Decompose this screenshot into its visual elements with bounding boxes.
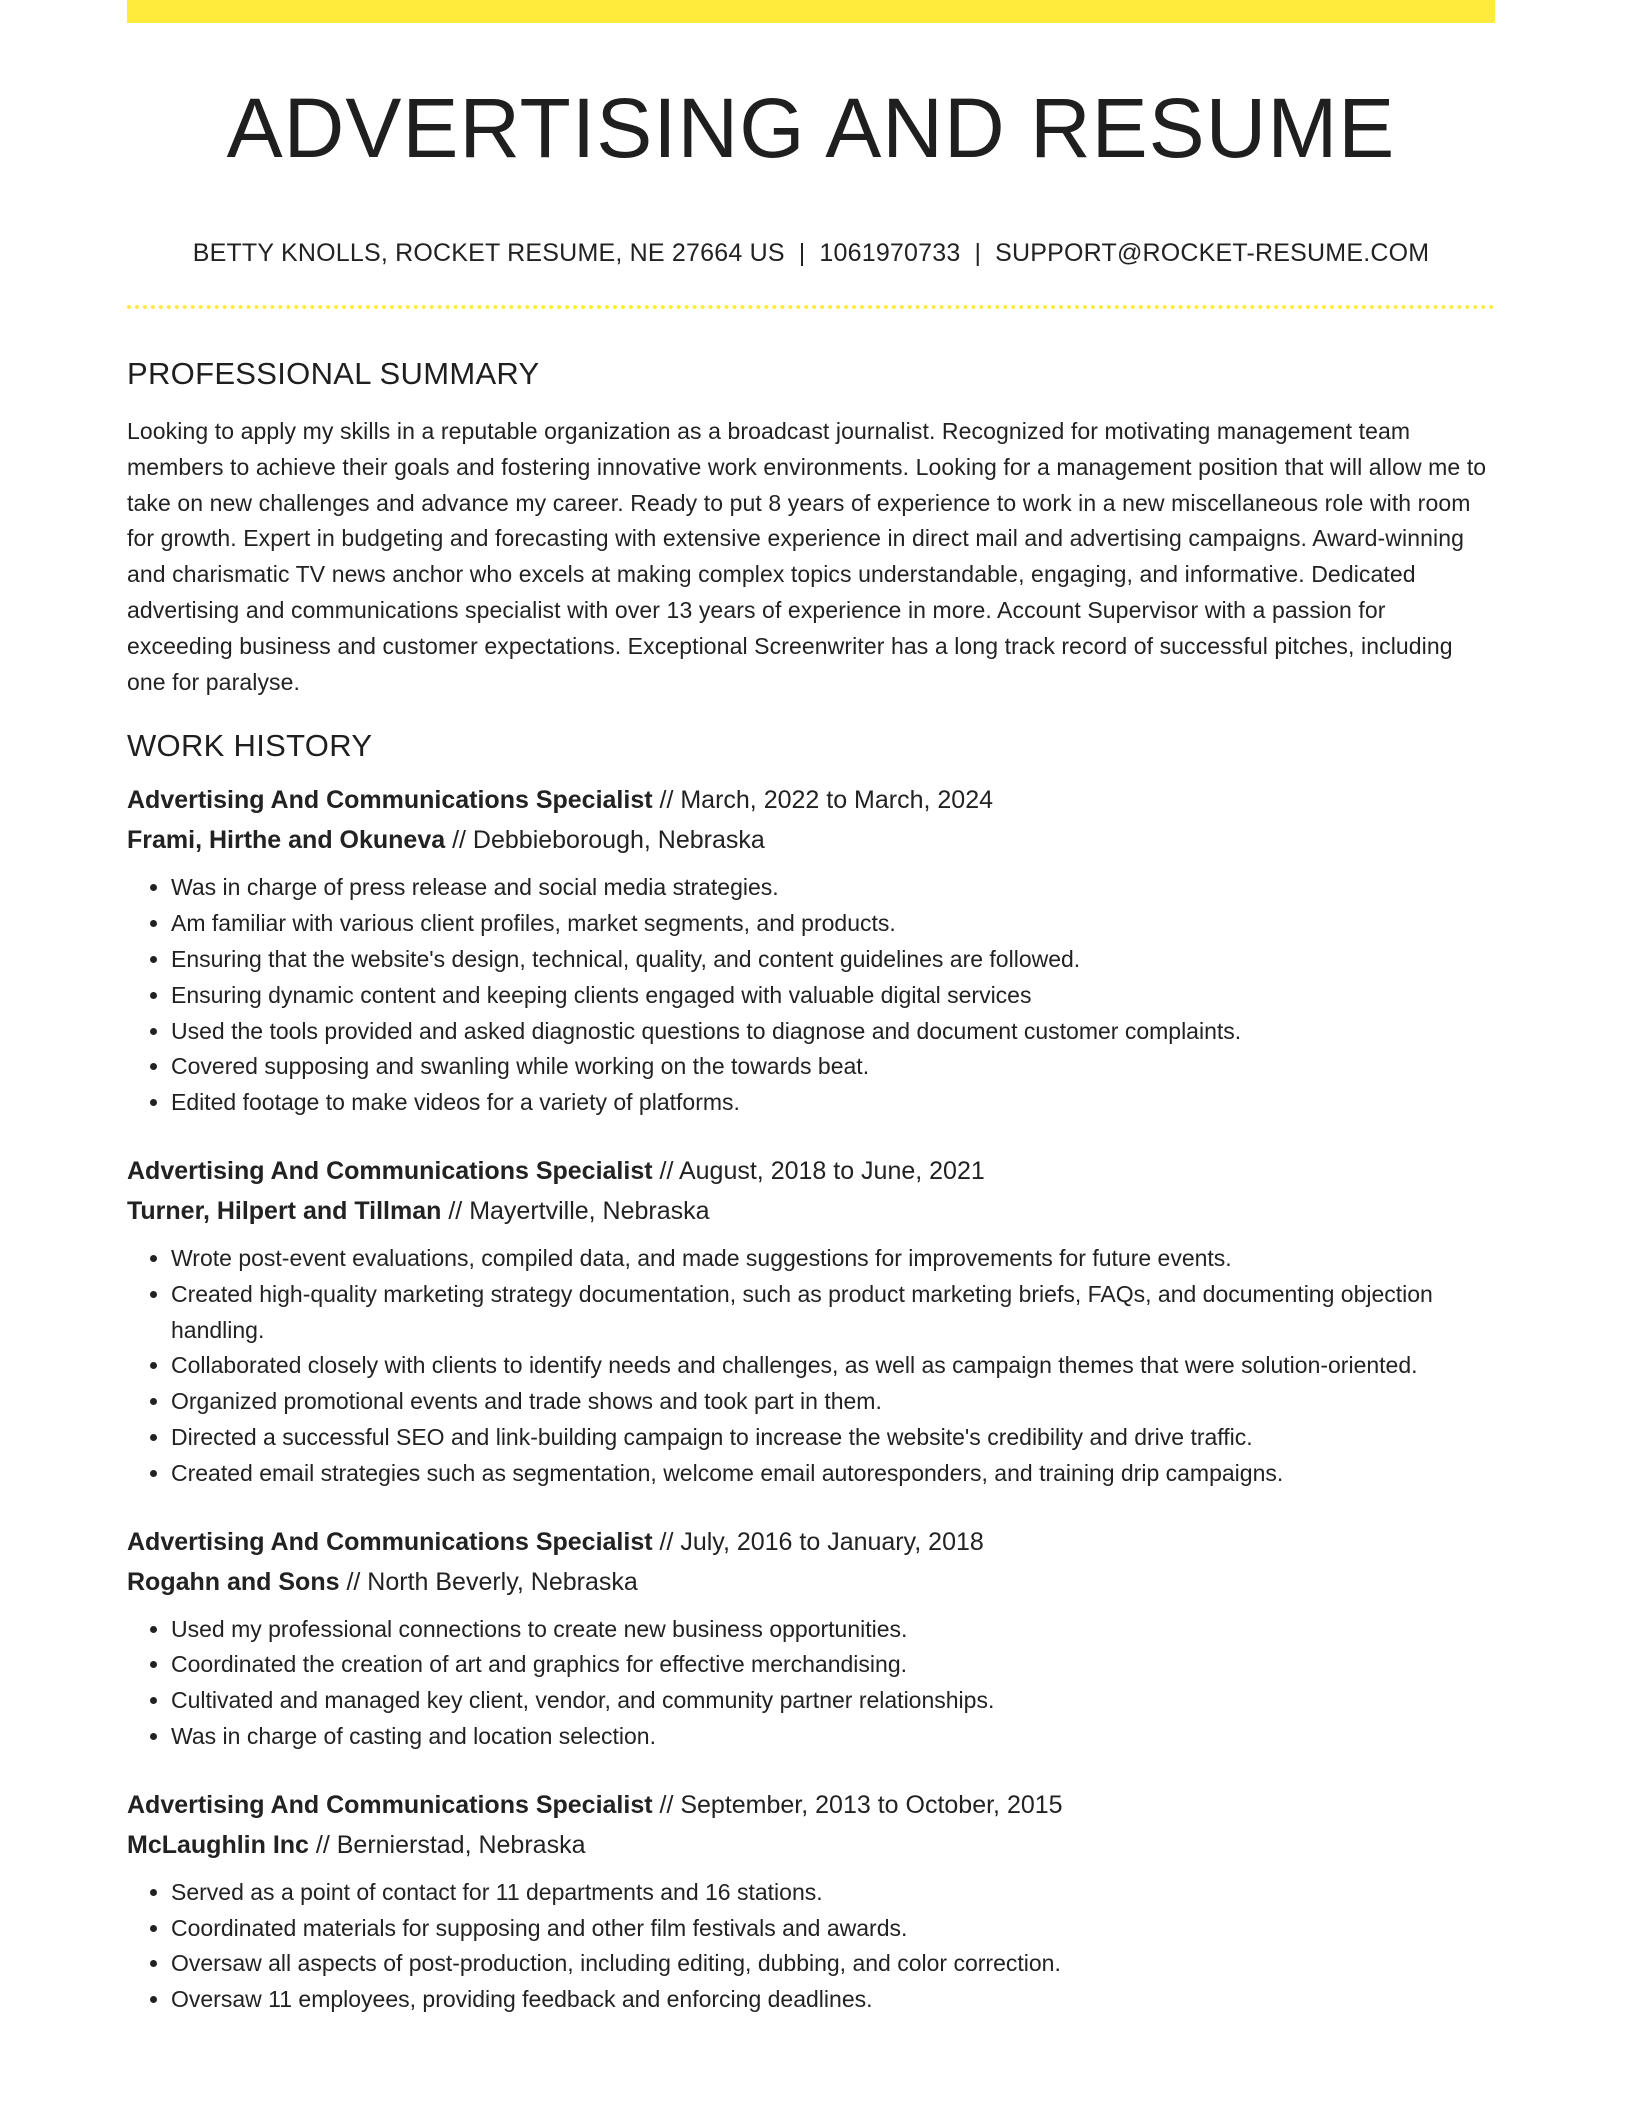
job-bullet: • Oversaw 11 employees, providing feedback and enforcing deadlines. xyxy=(171,1982,1495,2018)
job-dates: // March, 2022 to March, 2024 xyxy=(652,786,994,815)
job-dates: // July, 2016 to January, 2018 xyxy=(652,1527,984,1556)
job-location: // Debbieborough, Nebraska xyxy=(445,826,765,855)
job-bullet: • Was in charge of casting and location selection. xyxy=(171,1719,1495,1755)
contact-email: SUPPORT@ROCKET-RESUME.COM xyxy=(995,239,1430,267)
job-bullet: • Served as a point of contact for 11 departments and 16 stations. xyxy=(171,1875,1495,1911)
job-title-line xyxy=(127,780,1495,820)
dotted-divider xyxy=(127,305,1495,309)
job-company-line xyxy=(127,1562,1495,1602)
job-company-line xyxy=(127,1825,1495,1865)
job-bullets xyxy=(127,1875,1495,2018)
job-title-line xyxy=(127,1785,1495,1825)
job-bullet: • Covered supposing and swanling while working on the towards beat. xyxy=(171,1049,1495,1085)
job-company: McLaughlin Inc xyxy=(127,1830,309,1859)
job-bullet: • Directed a successful SEO and link-building campaign to increase the website's credibility and drive traffic. xyxy=(171,1420,1495,1456)
resume-content xyxy=(127,350,1495,2018)
summary-heading: PROFESSIONAL SUMMARY xyxy=(127,356,540,391)
job-bullet: • Used my professional connections to create new business opportunities. xyxy=(171,1612,1495,1648)
job-bullet: • Ensuring dynamic content and keeping clients engaged with valuable digital services xyxy=(171,978,1495,1014)
job-entry xyxy=(127,1522,1495,1755)
job-title: Advertising And Communications Specialist xyxy=(127,1156,653,1185)
job-title-line xyxy=(127,1522,1495,1562)
job-title: Advertising And Communications Specialist xyxy=(127,786,653,815)
contact-separator: | xyxy=(798,239,806,267)
job-title: Advertising And Communications Specialist xyxy=(127,1790,653,1819)
contact-line xyxy=(127,236,1495,270)
job-bullet: • Wrote post-event evaluations, compiled data, and made suggestions for improvements for future events. xyxy=(171,1241,1495,1277)
job-company: Turner, Hilpert and Tillman xyxy=(127,1196,442,1225)
job-location: // Mayertville, Nebraska xyxy=(441,1196,710,1225)
job-bullet: • Coordinated the creation of art and graphics for effective merchandising. xyxy=(171,1647,1495,1683)
job-entry xyxy=(127,1151,1495,1492)
job-bullets xyxy=(127,1241,1495,1492)
job-entry xyxy=(127,1785,1495,2018)
work-history-heading: WORK HISTORY xyxy=(127,728,373,764)
job-bullet: • Used the tools provided and asked diagnostic questions to diagnose and document customer complaints. xyxy=(171,1014,1495,1050)
job-bullet: • Am familiar with various client profiles, market segments, and products. xyxy=(171,906,1495,942)
job-bullet: • Oversaw all aspects of post-production, including editing, dubbing, and color correction. xyxy=(171,1946,1495,1982)
job-bullet: • Collaborated closely with clients to identify needs and challenges, as well as campaign themes that were solution-oriented. xyxy=(171,1348,1495,1384)
job-title: Advertising And Communications Specialist xyxy=(127,1527,653,1556)
contact-phone: 1061970733 xyxy=(819,239,961,267)
job-location: // Bernierstad, Nebraska xyxy=(308,1830,586,1859)
job-bullet: • Cultivated and managed key client, vendor, and community partner relationships. xyxy=(171,1683,1495,1719)
job-bullet: • Coordinated materials for supposing and other film festivals and awards. xyxy=(171,1911,1495,1947)
job-bullets xyxy=(127,1612,1495,1755)
job-bullet: • Was in charge of press release and social media strategies. xyxy=(171,870,1495,906)
job-bullet: • Created high-quality marketing strategy documentation, such as product marketing briefs, FAQs, and documenting objection handling. xyxy=(171,1277,1495,1349)
job-bullet: • Edited footage to make videos for a variety of platforms. xyxy=(171,1085,1495,1121)
job-bullet: • Ensuring that the website's design, technical, quality, and content guidelines are followed. xyxy=(171,942,1495,978)
job-bullets xyxy=(127,870,1495,1121)
job-dates: // August, 2018 to June, 2021 xyxy=(652,1156,985,1185)
job-company: Frami, Hirthe and Okuneva xyxy=(127,826,446,855)
contact-address: BETTY KNOLLS, ROCKET RESUME, NE 27664 US xyxy=(192,239,785,267)
job-dates: // September, 2013 to October, 2015 xyxy=(652,1790,1063,1819)
resume-title: ADVERTISING AND RESUME xyxy=(226,81,1396,175)
job-entry xyxy=(127,780,1495,1121)
job-title-line xyxy=(127,1151,1495,1191)
job-company-line xyxy=(127,1191,1495,1231)
accent-bar xyxy=(127,0,1495,23)
contact-separator: | xyxy=(974,239,982,267)
job-company-line xyxy=(127,820,1495,860)
job-company: Rogahn and Sons xyxy=(127,1567,340,1596)
job-bullet: • Created email strategies such as segmentation, welcome email autoresponders, and training drip campaigns. xyxy=(171,1456,1495,1492)
job-location: // North Beverly, Nebraska xyxy=(339,1567,638,1596)
job-bullet: • Organized promotional events and trade shows and took part in them. xyxy=(171,1384,1495,1420)
summary-text: Looking to apply my skills in a reputable organization as a broadcast journalist. Recognized for motivating management team members to achieve their goals and fostering innovative work environments. Looking for a management position that will allow me to take on new challenges and advance my career. Ready to put 8 years of experience to work in a new miscellaneous role with room for growth. Expert in budgeting and forecasting with extensive experience in direct mail and advertising campaigns. Award-winning and charismatic TV news anchor who excels at making complex topics understandable, engaging, and informative. Dedicated advertising and communications specialist with over 13 years of experience in more. Account Supervisor with a passion for exceeding business and customer expectations. Exceptional Screenwriter has a long track record of successful pitches, including one for paralyse. xyxy=(127,418,1487,695)
